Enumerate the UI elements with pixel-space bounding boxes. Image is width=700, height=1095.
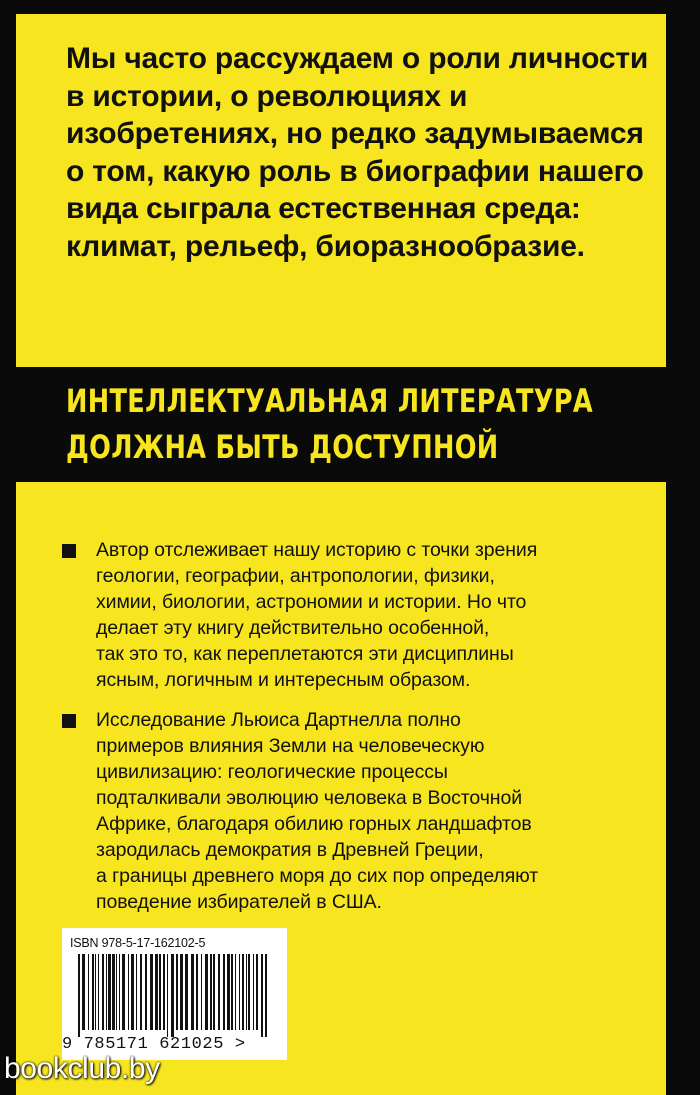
- paragraph-1: [96, 537, 651, 693]
- barcode-bar: [185, 954, 188, 1030]
- slogan-line-1: ИНТЕЛЛЕКТУАЛЬНАЯ ЛИТЕРАТУРА: [66, 382, 594, 420]
- barcode-bar: [218, 954, 220, 1030]
- barcode-digits-text: 9 785171 621025 >: [62, 1035, 246, 1054]
- paragraph-line: а границы древнего моря до сих пор определяют: [96, 865, 539, 887]
- barcode-bar: [163, 954, 165, 1030]
- paragraph-line: ясным, логичным и интересным образом.: [96, 669, 471, 691]
- barcode-bar: [106, 954, 107, 1030]
- barcode-bar: [108, 954, 111, 1030]
- barcode-bar: [227, 954, 230, 1030]
- barcode-bar: [102, 954, 104, 1030]
- barcode-bar: [128, 954, 129, 1030]
- barcode-bar: [231, 954, 233, 1030]
- barcode-bar: [116, 954, 117, 1030]
- barcode-bar: [201, 954, 202, 1030]
- site-watermark: bookclub.by: [4, 1052, 160, 1085]
- barcode-bar: [248, 954, 250, 1030]
- barcode-bar: [196, 954, 198, 1030]
- paragraph-line: Исследование Льюиса Дартнелла полно: [96, 709, 461, 731]
- barcode-bar: [88, 954, 89, 1030]
- barcode-bar: [140, 954, 142, 1030]
- barcode-bar: [98, 954, 99, 1030]
- barcode-bar: [235, 954, 236, 1030]
- top-yellow-panel: [16, 14, 666, 367]
- barcode-bar: [155, 954, 158, 1030]
- barcode-bar: [112, 954, 115, 1030]
- paragraph-line: примеров влияния Земли на человеческую: [96, 735, 485, 757]
- paragraph-line: цивилизацию: геологические процессы: [96, 761, 448, 783]
- isbn-number: ISBN 978-5-17-162102-5: [70, 936, 206, 950]
- barcode-bar: [167, 954, 168, 1037]
- barcode-bar: [82, 954, 85, 1030]
- barcode-bar: [213, 954, 215, 1030]
- barcode-bar: [150, 954, 153, 1030]
- paragraph-line: так это то, как переплетаются эти дисциплины: [96, 643, 514, 665]
- barcode-bar: [210, 954, 212, 1030]
- paragraph-line: зародилась демократия в Древней Греции,: [96, 839, 484, 861]
- barcode-bar: [131, 954, 134, 1030]
- barcode-bar: [265, 954, 267, 1037]
- paragraph-line: геологии, географии, антропологии, физики,: [96, 565, 495, 587]
- paragraph-line: Африке, благодаря обилию горных ландшафтов: [96, 813, 532, 835]
- barcode-bar: [246, 954, 247, 1030]
- barcode-bar: [242, 954, 244, 1030]
- barcode-bar: [119, 954, 120, 1030]
- barcode-bar: [191, 954, 194, 1030]
- bullet-square-icon: [62, 714, 76, 728]
- barcode-bar: [205, 954, 208, 1030]
- barcode-bar: [239, 954, 240, 1030]
- lead-text: Мы часто рассуждаем о роли личности в истории, о революциях и изобретениях, но редко задумываемся о том, какую роль в биографии нашего вида сыграла естественная среда: климат, рельеф, биоразнообразие.: [66, 42, 649, 263]
- barcode-bars-icon: [72, 954, 272, 1037]
- barcode-bar: [253, 954, 254, 1030]
- bullet-square-icon: [62, 544, 76, 558]
- paragraph-line: подталкивали эволюцию человека в Восточной: [96, 787, 522, 809]
- paragraph-2: [96, 707, 651, 915]
- barcode-bar: [171, 954, 174, 1037]
- barcode-bar: [95, 954, 96, 1030]
- paragraph-line: Автор отслеживает нашу историю с точки зрения: [96, 539, 538, 561]
- series-slogan: [66, 378, 594, 470]
- barcode-bar: [261, 954, 263, 1037]
- barcode-bar: [159, 954, 161, 1030]
- barcode-bar: [136, 954, 137, 1030]
- barcode-bar: [176, 954, 178, 1030]
- slogan-line-2: ДОЛЖНА БЫТЬ ДОСТУПНОЙ: [66, 428, 499, 466]
- paragraph-line: поведение избирателей в США.: [96, 891, 382, 913]
- barcode-bar: [145, 954, 147, 1030]
- barcode-bar: [78, 954, 80, 1037]
- paragraph-line: делает эту книгу действительно особенной,: [96, 617, 490, 639]
- barcode-bar: [223, 954, 225, 1030]
- barcode-bar: [180, 954, 183, 1030]
- barcode-bar: [92, 954, 94, 1030]
- paragraph-line: химии, биологии, астрономии и истории. Но что: [96, 591, 527, 613]
- barcode-bar: [256, 954, 258, 1030]
- barcode-bar: [122, 954, 125, 1030]
- barcode-label: [62, 928, 287, 1060]
